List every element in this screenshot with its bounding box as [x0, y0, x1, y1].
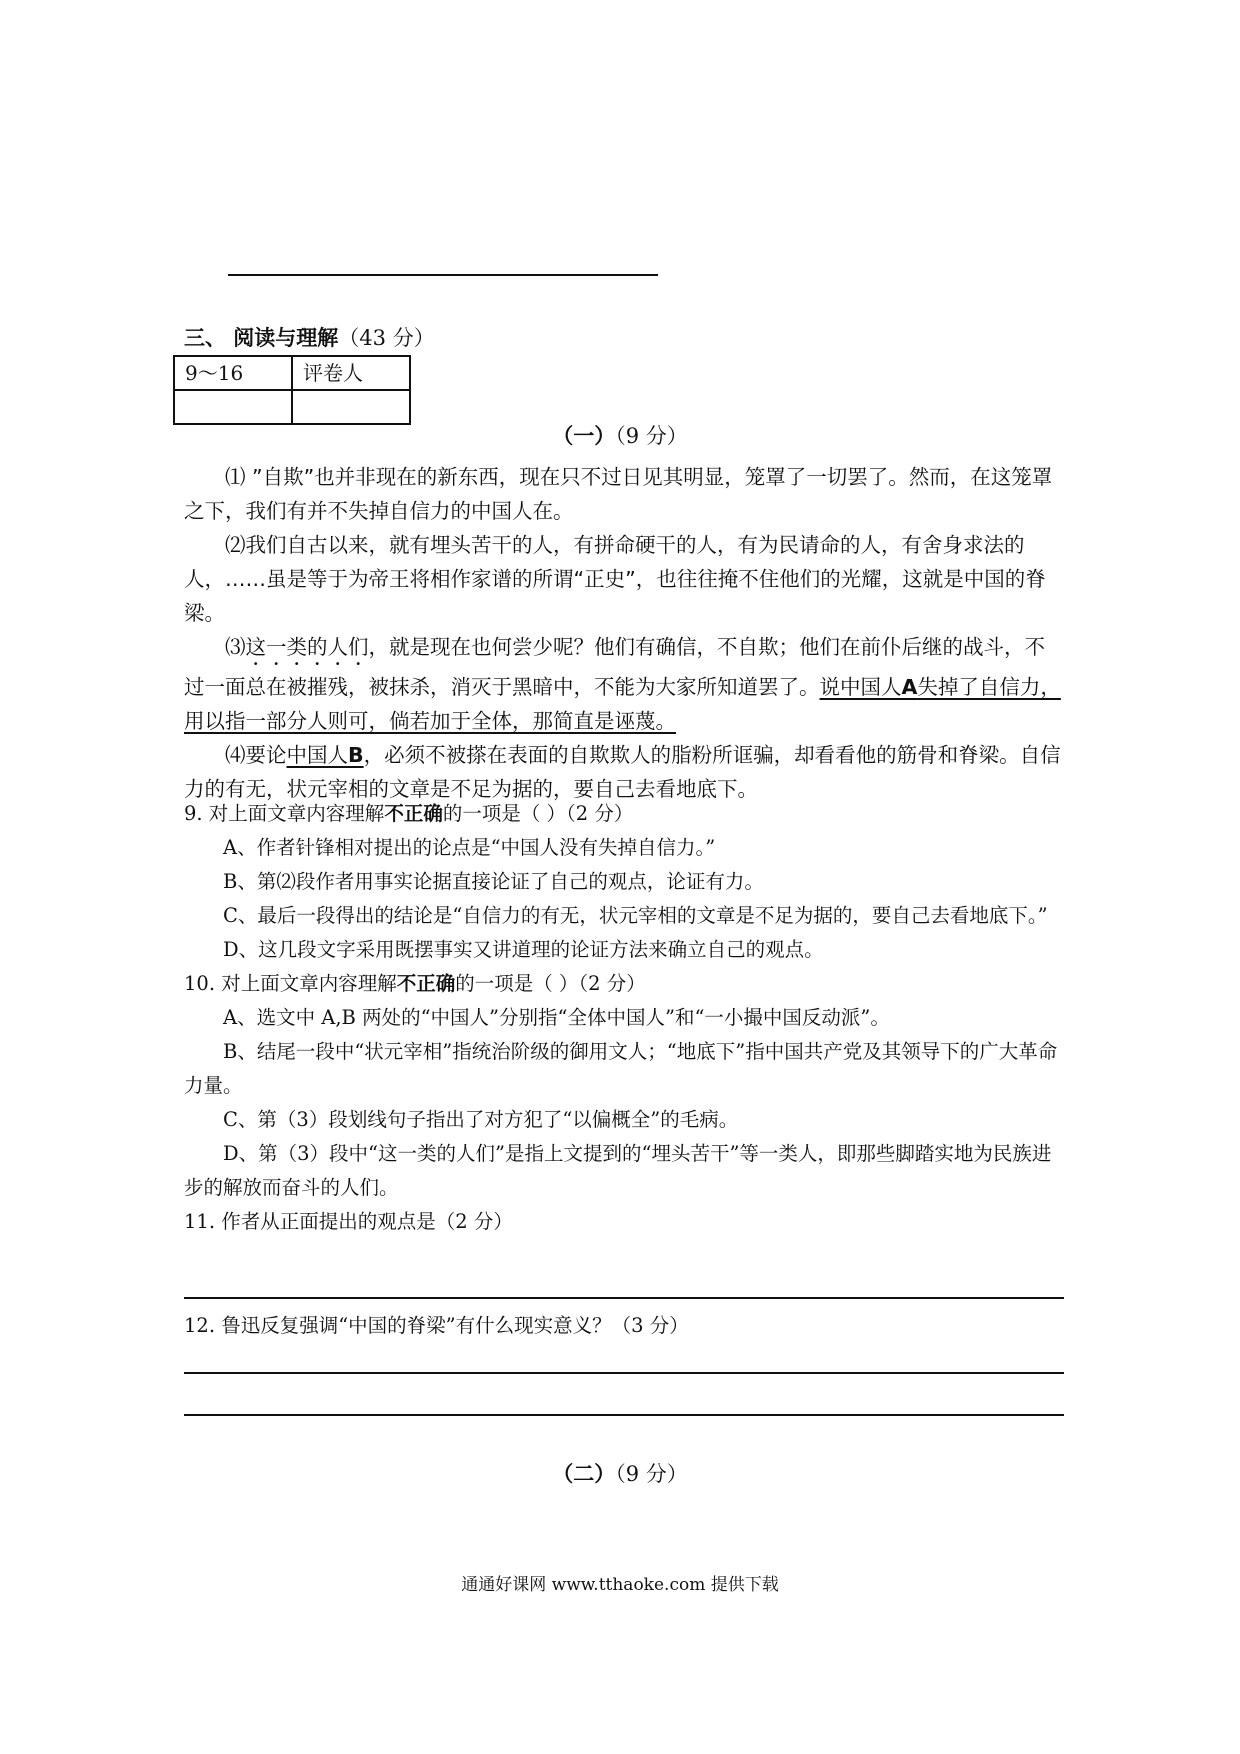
- passage-paragraph-4: [184, 738, 1064, 806]
- question-10-option-c: C、第（3）段划线句子指出了对方犯了“以偏概全”的毛病。: [223, 1108, 739, 1131]
- question-9-emphasis: 不正确: [384, 802, 443, 825]
- passage-paragraph-1: ⑴ ”自欺”也并非现在的新东西，现在只不过日见其明显，笼罩了一切罢了。然而，在这笼罩之下，我们有并不失掉自信力的中国人在。: [184, 465, 1053, 523]
- question-10: [184, 967, 1064, 1001]
- question-10-option-b: B、结尾一段中“状元宰相”指统治阶级的御用文人；“地底下”指中国共产党及其领导下的广大革命力量。: [184, 1040, 1058, 1097]
- underlined-sentence-part-2: 失掉了自信力，用以指一部分人则可，倘若加于全体，那简直是诬蔑。: [184, 675, 1061, 733]
- part-two-heading: [0, 1458, 1240, 1488]
- question-9-text: 9. 对上面文章内容理解: [184, 802, 385, 825]
- section-title: [184, 322, 435, 352]
- question-10-emphasis: 不正确: [396, 972, 456, 995]
- underlined-chinese-people: 中国人: [286, 743, 348, 767]
- part-two-label: （二）: [552, 1461, 616, 1486]
- dotted-phrase: 这一类的人们: [245, 635, 369, 659]
- question-9: [184, 797, 1064, 831]
- paragraph-3-number: ⑶: [225, 635, 246, 659]
- question-9-option-b: B、第⑵段作者用事实论据直接论证了自己的观点，论证有力。: [223, 870, 764, 893]
- paragraph-4-text: ，必须不被搽在表面的自欺欺人的脂粉所诓骗，却看看他的筋骨和脊梁。自信力的有无，状元宰相的文章是不足为据的，要自己去看地底下。: [184, 743, 1061, 801]
- part-one-heading: [0, 420, 1240, 450]
- answer-line-previous: [228, 274, 658, 276]
- section-points: （43 分）: [338, 326, 435, 350]
- question-9-option-d: D、这几段文字采用既摆事实又讲道理的论证方法来确立自己的观点。: [223, 938, 824, 961]
- passage-paragraph-2: ⑵我们自古以来，就有埋头苦干的人，有拼命硬干的人，有为民请命的人，有舍身求法的人，……虽是等于为帝王将相作家谱的所谓“正史”，也往往掩不住他们的光耀，这就是中国的脊梁。: [184, 533, 1046, 625]
- score-table-grader-cell[interactable]: [292, 390, 410, 424]
- question-12: 12. 鲁迅反复强调“中国的脊梁”有什么现实意义？（3 分）: [184, 1314, 689, 1337]
- part-two-points: （9 分）: [615, 1462, 688, 1486]
- reading-passage: [184, 460, 1064, 806]
- score-table-range: 9～16: [174, 356, 292, 390]
- score-table: [173, 355, 411, 425]
- question-10-option-d: D、第（3）段中“这一类的人们”是指上文提到的“埋头苦干”等一类人，即那些脚踏实地为民族进步的解放而奋斗的人们。: [184, 1142, 1052, 1199]
- underlined-sentence-part-1: 说中国人: [819, 675, 902, 699]
- part-one-points: （9 分）: [615, 424, 688, 448]
- question-10-suffix: 的一项是（ ）（2 分）: [455, 972, 646, 995]
- paragraph-4-start: ⑷要论: [225, 743, 287, 767]
- question-9-option-c: C、最后一段得出的结论是“自信力的有无，状元宰相的文章是不足为据的，要自己去看地底下。”: [223, 904, 1048, 927]
- marker-b: B: [348, 743, 364, 767]
- question-9-option-a: A、作者针锋相对提出的论点是“中国人没有失掉自信力。”: [223, 836, 716, 859]
- score-table-grader: 评卷人: [292, 356, 410, 390]
- passage-paragraph-3: [184, 630, 1064, 738]
- questions-block: [184, 797, 1064, 1239]
- answer-line-q11[interactable]: [184, 1297, 1064, 1299]
- question-10-text: 10. 对上面文章内容理解: [184, 972, 397, 995]
- page-footer: 通通好课网 www.tthaoke.com 提供下载: [461, 1575, 779, 1595]
- score-table-score-cell[interactable]: [174, 390, 292, 424]
- part-one-label: （一）: [552, 423, 616, 448]
- section-title-text: 三、 阅读与理解: [184, 325, 339, 350]
- question-10-option-a: A、选文中 A,B 两处的“中国人”分别指“全体中国人”和“一小撮中国反动派”。: [223, 1006, 890, 1029]
- answer-line-q12-2[interactable]: [184, 1414, 1064, 1416]
- paragraph-3-text: ，就是现在也何尝少呢？他们有确信，不自欺；他们在前仆后继的战斗，不过一面总在被摧残，被抹杀，消灭于黑暗中，不能为大家所知道罢了。: [184, 635, 1045, 699]
- marker-a: A: [901, 675, 918, 699]
- question-11: 11. 作者从正面提出的观点是（2 分）: [184, 1210, 513, 1233]
- question-9-suffix: 的一项是（ ）（2 分）: [442, 802, 634, 825]
- answer-line-q12-1[interactable]: [184, 1372, 1064, 1374]
